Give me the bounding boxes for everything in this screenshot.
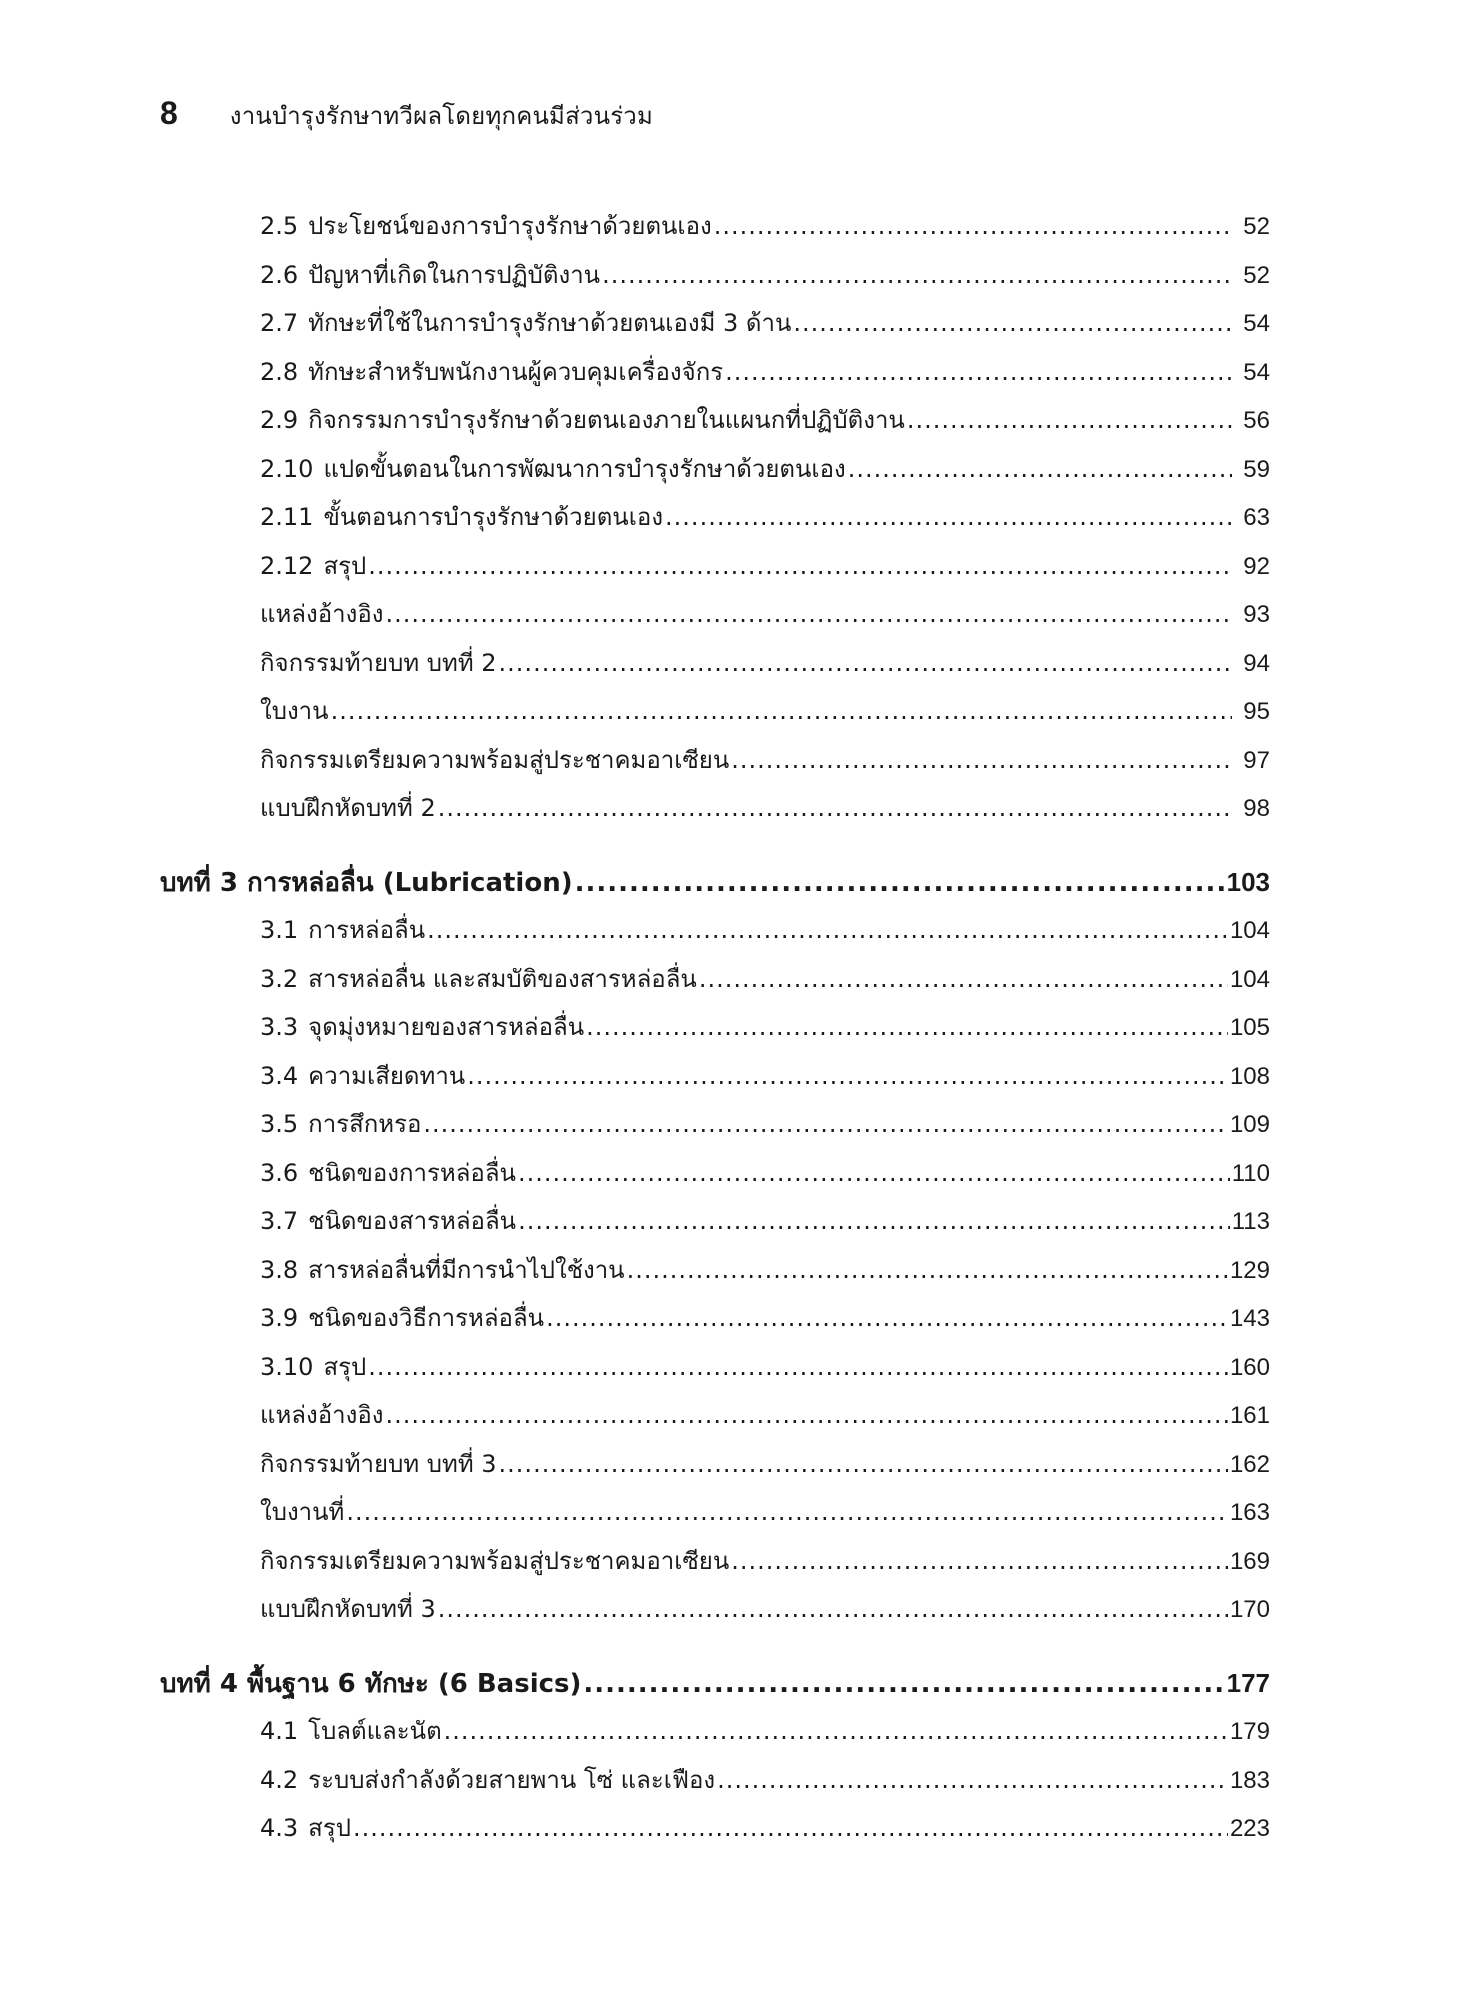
dot-leader: [331, 697, 1232, 725]
toc-entry-title: สารหล่อลื่นที่มีการนำไปใช้งาน: [308, 1255, 625, 1284]
dot-leader: [346, 1498, 1228, 1526]
toc-entry-page: 104: [1229, 965, 1270, 993]
chapter-page: 103: [1226, 866, 1270, 897]
dot-leader: [385, 600, 1232, 628]
toc-entry-page: 63: [1243, 504, 1270, 531]
toc-entry-page: 160: [1229, 1353, 1270, 1381]
dot-leader: [602, 261, 1232, 289]
toc-entry-title: ปัญหาที่เกิดในการปฏิบัติงาน: [308, 260, 601, 289]
toc-entry-page: 109: [1229, 1111, 1270, 1138]
toc-entry[interactable]: [160, 1201, 1270, 1250]
dot-leader: [586, 1013, 1228, 1041]
toc-entry-page: 54: [1243, 358, 1270, 386]
toc-entry-page: 93: [1243, 601, 1270, 628]
dot-leader: [717, 1766, 1228, 1794]
toc-entry-title: แบบฝึกหัดบทที่ 3: [260, 1595, 436, 1623]
toc-entry[interactable]: [160, 910, 1270, 959]
toc-entry-page: 56: [1243, 407, 1270, 434]
chapter-page: 177: [1226, 1667, 1270, 1698]
toc-entry-number: 3.7: [260, 1207, 299, 1235]
toc-entry-title: สารหล่อลื่น และสมบัติของสารหล่อลื่น: [308, 964, 697, 993]
dot-leader: [575, 868, 1225, 898]
toc-entry-title: โบลต์และนัต: [308, 1717, 442, 1745]
toc-entry[interactable]: [160, 1153, 1270, 1202]
dot-leader: [793, 309, 1232, 337]
toc-entry-number: 3.3: [260, 1013, 299, 1041]
toc-entry[interactable]: [160, 1492, 1270, 1541]
toc-entry-page: 95: [1243, 698, 1270, 725]
toc-entry-number: 3.4: [260, 1061, 299, 1090]
dot-leader: [907, 406, 1232, 434]
page-header: [160, 95, 653, 135]
toc-entry[interactable]: [160, 1760, 1270, 1809]
toc-entry-title: ใบงาน: [260, 697, 329, 725]
toc-entry-number: 3.6: [260, 1158, 299, 1187]
toc-entry-page: 223: [1229, 1815, 1270, 1842]
toc-section-chapter-2: [160, 206, 1270, 837]
toc-entry-page: 94: [1243, 649, 1270, 677]
toc-entry-title: ชนิดของสารหล่อลื่น: [308, 1207, 517, 1235]
toc-entry-number: 3.10: [260, 1352, 314, 1381]
toc-entry-title: กิจกรรมท้ายบท บทที่ 2: [260, 648, 497, 677]
toc-entry-title: จุดมุ่งหมายของสารหล่อลื่น: [308, 1013, 585, 1041]
toc-entry[interactable]: [160, 303, 1270, 352]
toc-entry[interactable]: [160, 1250, 1270, 1299]
section-gap: [160, 837, 1270, 862]
dot-leader: [714, 212, 1232, 240]
toc-entry[interactable]: [160, 1056, 1270, 1105]
toc-entry-number: 2.10: [260, 454, 314, 483]
toc-entry-number: 2.7: [260, 309, 299, 337]
dot-leader: [499, 1450, 1228, 1478]
running-head: งานบำรุงรักษาทวีผลโดยทุกคนมีส่วนร่วม: [229, 102, 653, 130]
dot-leader: [848, 455, 1232, 483]
toc-entry-number: 2.12: [260, 551, 314, 580]
toc-entry-page: 52: [1243, 261, 1270, 289]
toc-entry-number: 3.9: [260, 1304, 299, 1332]
dot-leader: [731, 746, 1232, 774]
toc-entry[interactable]: [160, 255, 1270, 304]
toc-entry-title: แหล่งอ้างอิง: [260, 600, 384, 628]
toc-entry-title: การสึกหรอ: [308, 1110, 422, 1138]
toc-entry-title: สรุป: [308, 1814, 351, 1842]
toc-entry-title: ความเสียดทาน: [308, 1061, 466, 1090]
toc-entry[interactable]: [160, 1589, 1270, 1638]
toc-entry[interactable]: [160, 643, 1270, 692]
toc-entry[interactable]: [160, 400, 1270, 449]
toc-entry-page: 110: [1231, 1159, 1270, 1187]
toc-entry-page: 161: [1229, 1402, 1270, 1429]
toc-entry-number: 4.1: [260, 1717, 299, 1745]
toc-entry-page: 97: [1243, 746, 1270, 774]
toc-entry-page: 162: [1229, 1450, 1270, 1478]
toc-entry[interactable]: [160, 546, 1270, 595]
toc-entry-number: 4.2: [260, 1765, 299, 1794]
toc-entry-title: สรุป: [323, 551, 367, 580]
toc-entry-number: 2.11: [260, 503, 314, 531]
toc-entry-number: 2.9: [260, 406, 299, 434]
toc-entry-title: กิจกรรมการบำรุงรักษาด้วยตนเองภายในแผนกที่ปฏิบัติงาน: [308, 406, 905, 434]
toc-entry-page: 179: [1229, 1718, 1270, 1745]
dot-leader: [353, 1814, 1228, 1842]
toc-entry[interactable]: [160, 1104, 1270, 1153]
dot-leader: [699, 965, 1228, 993]
toc-entry[interactable]: [160, 1007, 1270, 1056]
toc-entry-title: การหล่อลื่น: [308, 916, 426, 944]
toc-entry[interactable]: [160, 1347, 1270, 1396]
dot-leader: [627, 1256, 1228, 1284]
toc-entry-title: ใบงานที่: [260, 1498, 345, 1526]
toc-entry-title: สรุป: [323, 1352, 367, 1381]
toc-entry[interactable]: [160, 1711, 1270, 1760]
toc-entry-title: แปดขั้นตอนในการพัฒนาการบำรุงรักษาด้วยตนเอง: [323, 454, 846, 483]
toc-entry-page: 183: [1229, 1766, 1270, 1794]
toc-entry-number: 3.5: [260, 1110, 299, 1138]
toc-entry-number: 2.8: [260, 357, 299, 386]
dot-leader: [368, 1353, 1228, 1381]
toc-section-chapter-3: [160, 910, 1270, 1638]
toc-entry[interactable]: [160, 352, 1270, 401]
toc-entry[interactable]: [160, 497, 1270, 546]
toc-entry-number: 3.1: [260, 916, 299, 944]
dot-leader: [725, 358, 1232, 386]
chapter-title: บทที่ 3 การหล่อลื่น (Lubrication): [160, 867, 573, 898]
toc-section-chapter-4: [160, 1711, 1270, 1857]
toc-entry-page: 104: [1229, 917, 1270, 944]
toc-entry-title: ขั้นตอนการบำรุงรักษาด้วยตนเอง: [323, 503, 664, 531]
dot-leader: [467, 1062, 1228, 1090]
toc-entry-page: 59: [1243, 455, 1270, 483]
toc-entry[interactable]: [160, 959, 1270, 1008]
toc-entry-number: 3.2: [260, 964, 299, 993]
toc-entry[interactable]: [160, 788, 1270, 837]
dot-leader: [444, 1717, 1228, 1745]
toc-chapter-4[interactable]: [160, 1663, 1270, 1712]
toc-entry-title: แหล่งอ้างอิง: [260, 1401, 384, 1429]
toc-entry-page: 170: [1229, 1596, 1270, 1623]
toc-entry[interactable]: [160, 594, 1270, 643]
toc-entry[interactable]: [160, 1808, 1270, 1857]
toc-entry-page: 143: [1229, 1305, 1270, 1332]
dot-leader: [665, 503, 1232, 531]
toc-entry-page: 52: [1243, 213, 1270, 240]
toc-entry-page: 163: [1229, 1499, 1270, 1526]
table-of-contents: [160, 206, 1270, 1857]
toc-entry-page: 108: [1229, 1062, 1270, 1090]
dot-leader: [438, 1595, 1228, 1623]
dot-leader: [438, 794, 1232, 822]
toc-entry-number: 4.3: [260, 1814, 299, 1842]
toc-entry[interactable]: [160, 449, 1270, 498]
toc-entry-title: กิจกรรมเตรียมความพร้อมสู่ประชาคมอาเซียน: [260, 1546, 730, 1575]
toc-entry-page: 129: [1229, 1256, 1270, 1284]
dot-leader: [368, 552, 1232, 580]
toc-entry-title: ทักษะที่ใช้ในการบำรุงรักษาด้วยตนเองมี 3 ด้าน: [308, 309, 792, 337]
toc-entry-title: กิจกรรมท้ายบท บทที่ 3: [260, 1449, 497, 1478]
toc-entry-number: 2.5: [260, 212, 299, 240]
toc-entry-page: 113: [1231, 1208, 1270, 1235]
toc-entry-title: ประโยชน์ของการบำรุงรักษาด้วยตนเอง: [308, 212, 712, 240]
toc-entry-page: 105: [1229, 1014, 1270, 1041]
dot-leader: [731, 1547, 1228, 1575]
toc-entry-page: 169: [1229, 1547, 1270, 1575]
chapter-title: บทที่ 4 พื้นฐาน 6 ทักษะ (6 Basics): [160, 1668, 582, 1699]
dot-leader: [518, 1207, 1230, 1235]
toc-entry-page: 54: [1243, 310, 1270, 337]
dot-leader: [499, 649, 1232, 677]
toc-entry-title: แบบฝึกหัดบทที่ 2: [260, 794, 436, 822]
toc-entry-title: กิจกรรมเตรียมความพร้อมสู่ประชาคมอาเซียน: [260, 745, 730, 774]
toc-entry-page: 92: [1243, 552, 1270, 580]
toc-entry[interactable]: [160, 206, 1270, 255]
toc-entry[interactable]: [160, 1541, 1270, 1590]
toc-entry[interactable]: [160, 691, 1270, 740]
toc-entry[interactable]: [160, 1444, 1270, 1493]
dot-leader: [583, 1669, 1224, 1699]
dot-leader: [385, 1401, 1227, 1429]
toc-chapter-3[interactable]: [160, 862, 1270, 911]
toc-entry-title: ชนิดของการหล่อลื่น: [308, 1158, 516, 1187]
dot-leader: [546, 1304, 1228, 1332]
dot-leader: [518, 1159, 1230, 1187]
dot-leader: [427, 916, 1228, 944]
toc-entry-number: 3.8: [260, 1255, 299, 1284]
page-number: 8: [160, 95, 178, 131]
dot-leader: [423, 1110, 1228, 1138]
section-gap: [160, 1638, 1270, 1663]
toc-entry-number: 2.6: [260, 260, 299, 289]
toc-entry-title: ทักษะสำหรับพนักงานผู้ควบคุมเครื่องจักร: [308, 357, 724, 386]
toc-entry-page: 98: [1243, 795, 1270, 822]
toc-entry-title: ชนิดของวิธีการหล่อลื่น: [308, 1304, 545, 1332]
toc-entry[interactable]: [160, 1395, 1270, 1444]
toc-entry[interactable]: [160, 740, 1270, 789]
toc-entry-title: ระบบส่งกำลังด้วยสายพาน โซ่ และเฟือง: [308, 1765, 716, 1794]
toc-entry[interactable]: [160, 1298, 1270, 1347]
